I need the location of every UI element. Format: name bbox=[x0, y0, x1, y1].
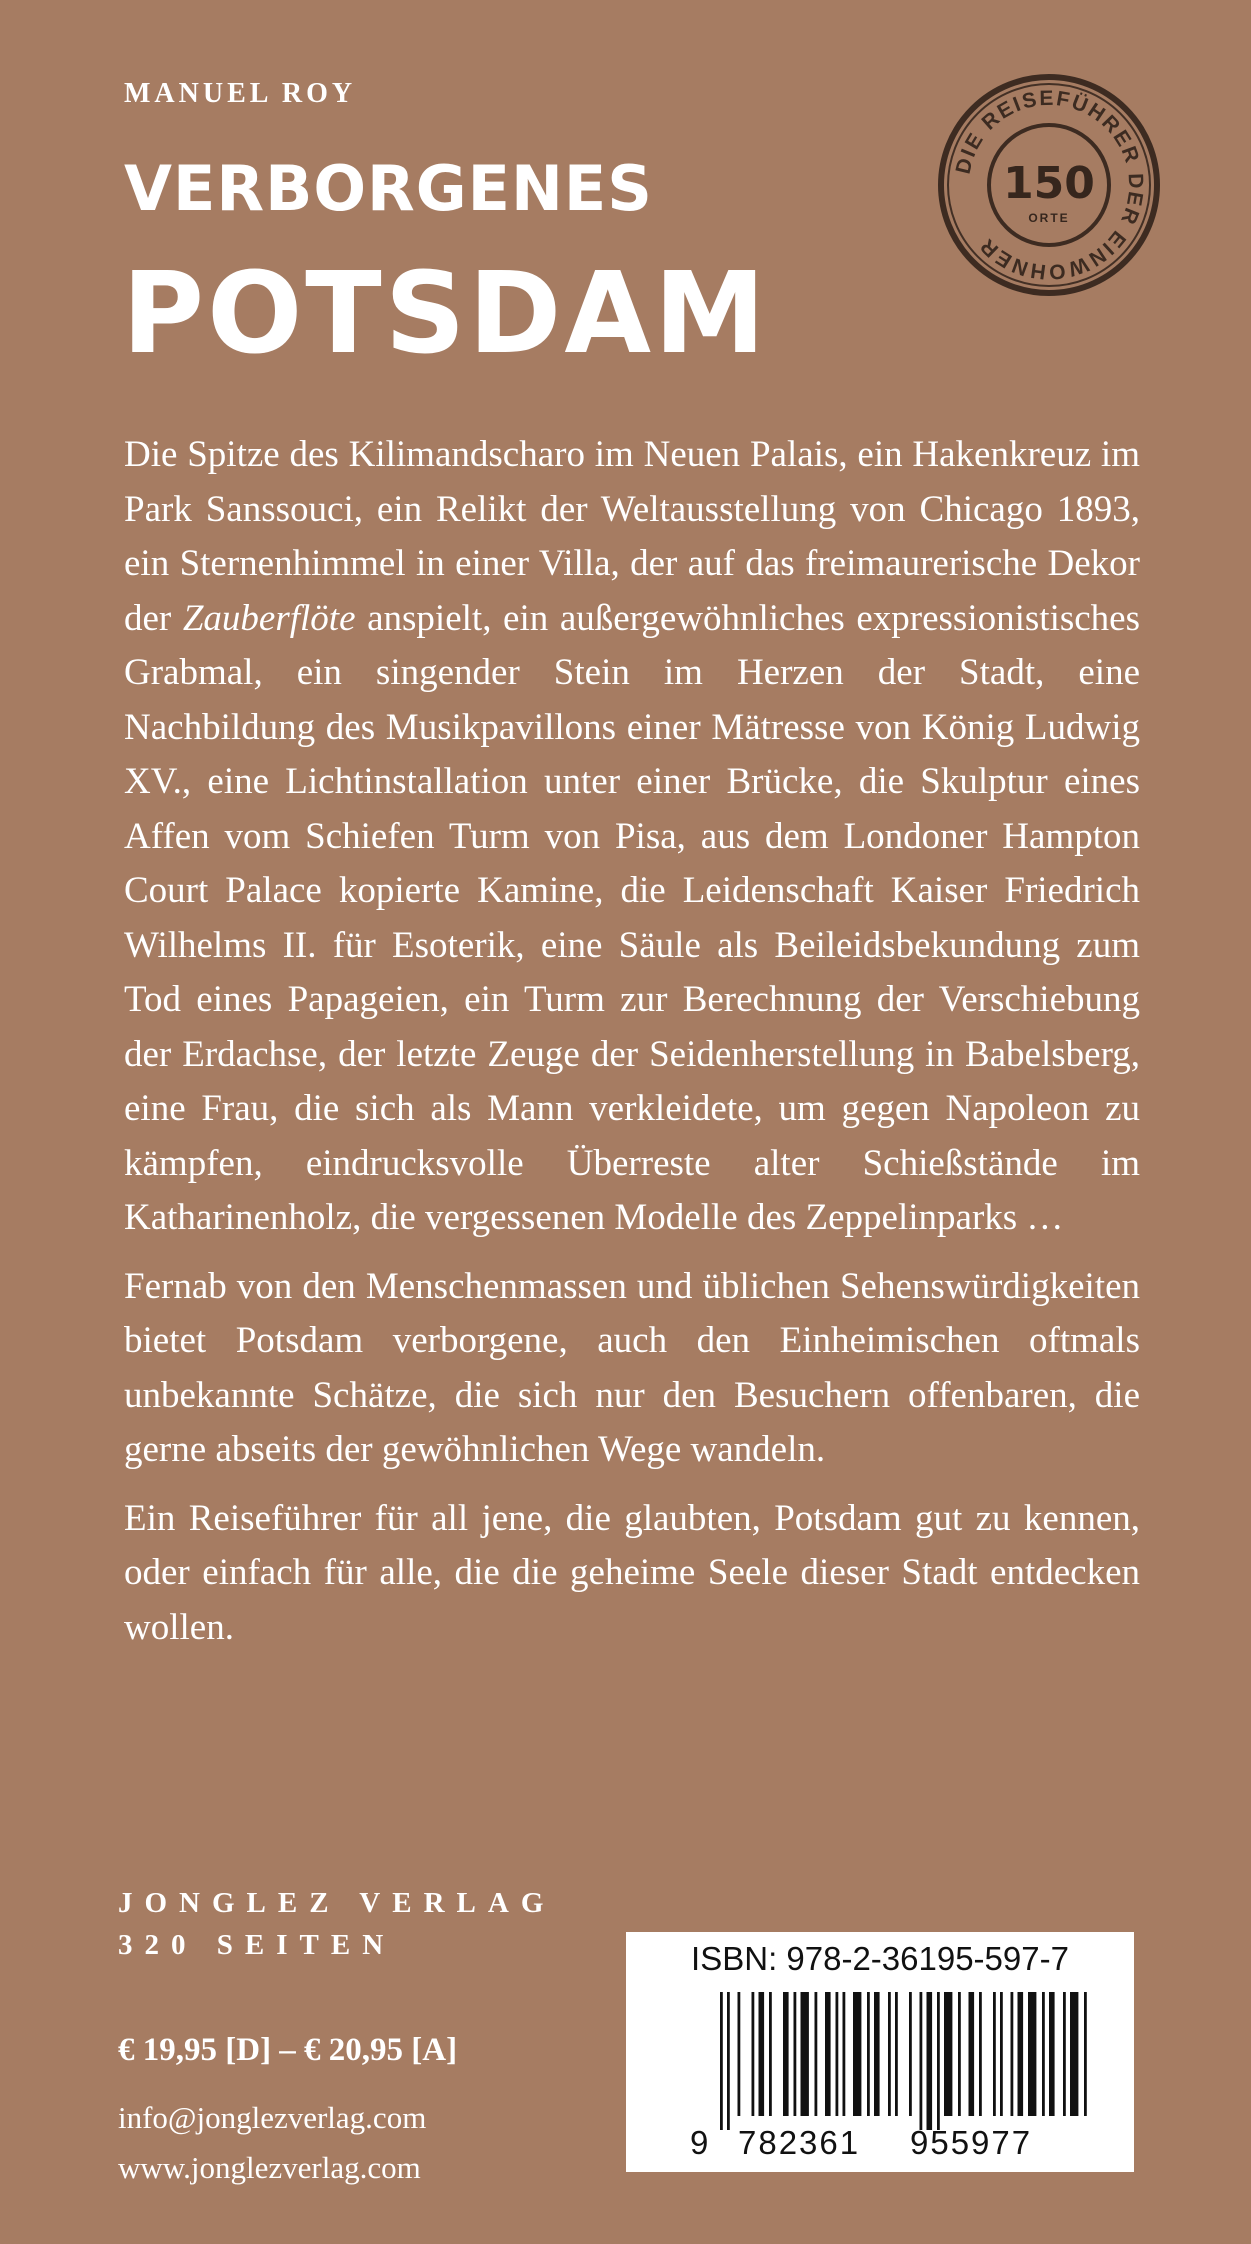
barcode-bar bbox=[920, 1992, 923, 2130]
contact-block bbox=[118, 2093, 426, 2193]
barcode-digit-first: 9 bbox=[690, 2124, 711, 2161]
barcode-bar bbox=[720, 1992, 723, 2130]
barcode-bar bbox=[752, 1992, 755, 2116]
barcode-bar bbox=[969, 1992, 975, 2116]
stamp-ring-text: DIE REISEFÜHRER DER EINWOHNER bbox=[951, 86, 1148, 284]
barcode-bar bbox=[909, 1992, 912, 2116]
barcode-bar bbox=[727, 1992, 730, 2130]
barcode-bar bbox=[874, 1992, 880, 2116]
barcode-bar bbox=[888, 1992, 891, 2116]
barcode-digits-left: 782361 bbox=[738, 2124, 861, 2161]
barcode-bar bbox=[794, 1992, 797, 2116]
barcode-bar bbox=[1011, 1992, 1014, 2116]
email-address: info@jonglezverlag.com bbox=[118, 2100, 427, 2135]
barcode-bar bbox=[1042, 1992, 1045, 2116]
barcode-bar bbox=[944, 1992, 952, 2116]
blurb-paragraph-1: Die Spitze des Kilimandscharo im Neuen Palais, ein Hakenkreuz im Park Sanssouci, ein Relikt der Weltausstellung von Chicago 1893, ein Sternenhimmel in einer Villa, der auf das freimaurerische Dekor der Zauberflöte anspielt, ein außergewöhnliches expressionistisches Grabmal, ein singender Stein im Herzen der Stadt, eine Nachbildung des Musikpavillons einer Mätresse von König Ludwig XV., eine Lichtinstallation unter einer Brücke, die Skulptur eines Affen vom Schiefen Turm von Pisa, aus dem Londoner Hampton Court Palace kopierte Kamine, die Leidenschaft Kaiser Friedrich Wilhelms II. für Esoterik, eine Säule als Beileidsbekundung zum Tod eines Papageien, ein Turm zur Berechnung der Verschiebung der Erdachse, der letzte Zeuge der Seidenherstellung in Babelsberg, eine Frau, die sich als Mann verkleidete, um gegen Napoleon zu kämpfen, eindrucksvolle Überreste alter Schießstände im Katharinenholz, die vergessenen Modelle des Zeppelinparks … bbox=[124, 434, 1140, 1238]
stamp-number: 150 bbox=[1003, 158, 1095, 209]
barcode-bar bbox=[927, 1992, 933, 2130]
emphasized-title: Zauberflöte bbox=[182, 597, 356, 639]
publisher-name: JONGLEZ VERLAG bbox=[118, 1887, 556, 1919]
price: € 19,95 [D] – € 20,95 [A] bbox=[118, 2032, 458, 2068]
page-count: 320 SEITEN bbox=[118, 1929, 396, 1961]
isbn-label: ISBN: 978-2-36195-597-7 bbox=[691, 1940, 1069, 1977]
barcode-bar bbox=[895, 1992, 898, 2116]
barcode-bar bbox=[801, 1992, 809, 2116]
blurb-paragraph-2: Fernab von den Menschenmassen und üblichen Sehenswürdigkeiten bietet Potsdam verborgene, auch den Einheimischen oftmals unbekannte Schätze, die sich nur den Besuchern offenbaren, die gerne abseits der gewöhnlichen Wege wandeln. bbox=[124, 1265, 1140, 1470]
title-line-1: VERBORGENES bbox=[124, 152, 653, 225]
barcode-digits-right: 955977 bbox=[910, 2124, 1033, 2161]
barcode-bar bbox=[1049, 1992, 1055, 2116]
author-name: MANUEL ROY bbox=[124, 78, 357, 109]
barcode-bar bbox=[825, 1992, 831, 2116]
barcode-bar bbox=[993, 1992, 996, 2116]
stamp-seal bbox=[934, 70, 1164, 300]
barcode-bar bbox=[937, 1992, 940, 2130]
barcode-bar bbox=[958, 1992, 961, 2116]
website-address: www.jonglezverlag.com bbox=[118, 2150, 421, 2185]
stamp-label: ORTE bbox=[1028, 211, 1070, 225]
title-line-2: POTSDAM bbox=[122, 249, 769, 379]
barcode-bar bbox=[1028, 1992, 1036, 2116]
barcode-bar bbox=[759, 1992, 765, 2116]
barcode-bar bbox=[738, 1992, 741, 2116]
barcode-bar bbox=[1000, 1992, 1003, 2116]
barcode-bar bbox=[1018, 1992, 1024, 2116]
barcode-bar bbox=[1070, 1992, 1078, 2116]
barcode-bar bbox=[1063, 1992, 1066, 2116]
barcode-bar bbox=[783, 1992, 789, 2116]
barcode-bar bbox=[1084, 1992, 1087, 2116]
blurb bbox=[124, 428, 1140, 1669]
barcode-bar bbox=[853, 1992, 861, 2116]
blurb-paragraph-3: Ein Reiseführer für all jene, die glaubten, Potsdam gut zu kennen, oder einfach für alle, die die geheime Seele dieser Stadt entdecken wollen. bbox=[124, 1497, 1140, 1648]
barcode-bar bbox=[836, 1992, 839, 2116]
barcode-box bbox=[626, 1932, 1134, 2172]
barcode-bar bbox=[769, 1992, 772, 2116]
barcode-bar bbox=[867, 1992, 870, 2116]
barcode-bar bbox=[843, 1992, 846, 2116]
barcode-bar bbox=[979, 1992, 982, 2116]
barcode-bar bbox=[815, 1992, 818, 2116]
publisher-block bbox=[118, 1882, 555, 1966]
